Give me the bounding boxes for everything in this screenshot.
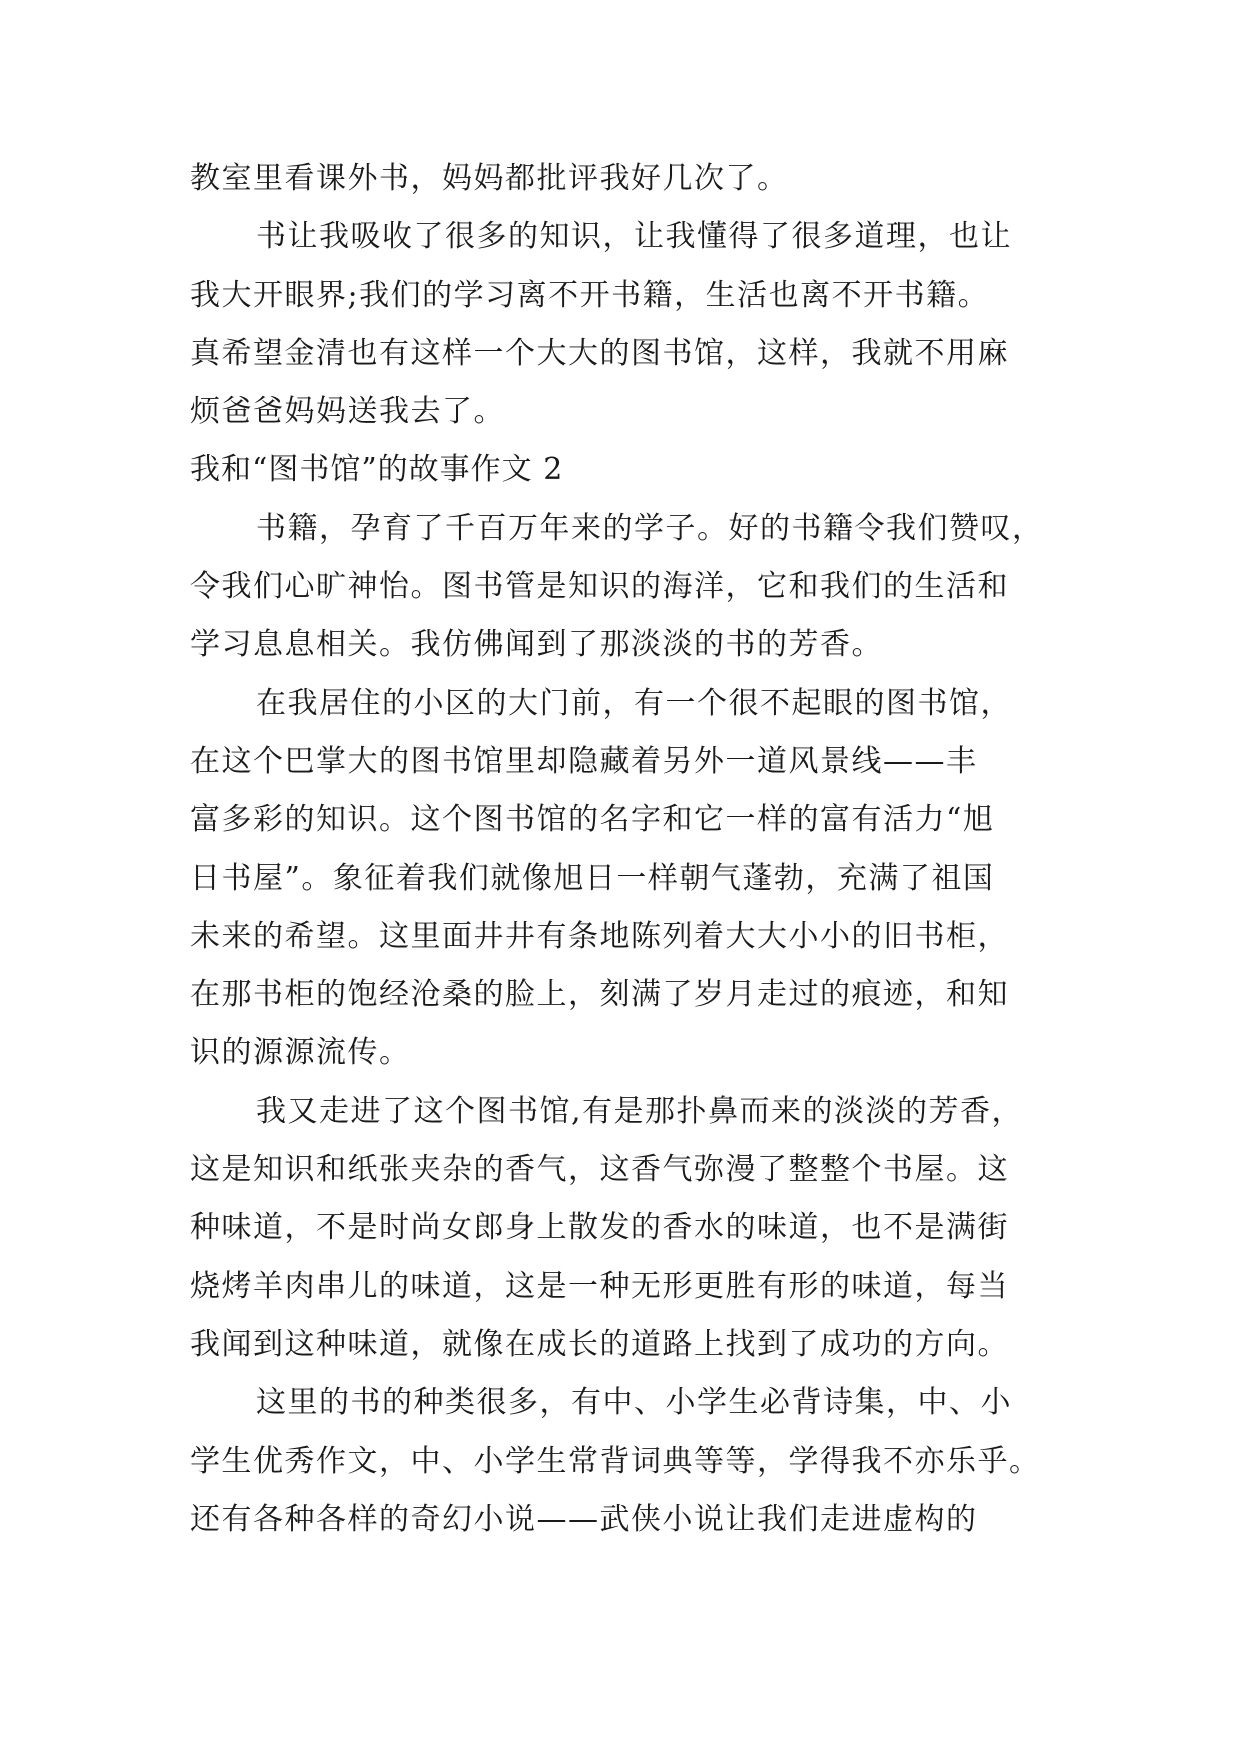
text-line: 烦爸爸妈妈送我去了。 (190, 394, 505, 430)
document-body (190, 150, 1050, 1549)
text-line: 未来的希望。这里面井井有条地陈列着大大小小的旧书柜， (190, 918, 1009, 954)
text-line: 学生优秀作文，中、小学生常背词典等等，学得我不亦乐乎。 (190, 1443, 1041, 1479)
paragraph-first-line: 书籍，孕育了千百万年来的学子。好的书籍令我们赞叹， (256, 510, 1044, 546)
text-line: 令我们心旷神怡。图书管是知识的海洋，它和我们的生活和 (190, 569, 1009, 605)
text-line: 种味道，不是时尚女郎身上散发的香水的味道，也不是满街 (190, 1210, 1009, 1246)
text-line: 烧烤羊肉串儿的味道，这是一种无形更胜有形的味道，每当 (190, 1268, 1009, 1304)
text-line: 识的源源流传。 (190, 1035, 411, 1071)
text-line: 学习息息相关。我仿佛闻到了那淡淡的书的芳香。 (190, 627, 883, 663)
text-line: 我闻到这种味道，就像在成长的道路上找到了成功的方向。 (190, 1326, 1009, 1362)
text-line: 在那书柜的饱经沧桑的脸上，刻满了岁月走过的痕迹，和知 (190, 977, 1009, 1013)
text-line: 教室里看课外书，妈妈都批评我好几次了。 (190, 161, 789, 196)
text-line: 日书屋”。象征着我们就像旭日一样朝气蓬勃，充满了祖国 (190, 860, 995, 896)
text-line: 我大开眼界;我们的学习离不开书籍，生活也离不开书籍。 (190, 277, 990, 313)
paragraph-first-line: 这里的书的种类很多，有中、小学生必背诗集，中、小 (256, 1385, 1012, 1421)
paragraph-first-line: 我又走进了这个图书馆,有是那扑鼻而来的淡淡的芳香， (256, 1093, 1024, 1129)
section-heading: 我和“图书馆”的故事作文 2 (190, 452, 564, 488)
paragraph-first-line: 在我居住的小区的大门前，有一个很不起眼的图书馆， (256, 685, 1012, 721)
text-line: 真希望金清也有这样一个大大的图书馆，这样，我就不用麻 (190, 335, 1009, 371)
text-line: 还有各种各样的奇幻小说——武侠小说让我们走进虚构的 (190, 1501, 978, 1537)
text-line: 这是知识和纸张夹杂的香气，这香气弥漫了整整个书屋。这 (190, 1152, 1009, 1188)
text-line: 富多彩的知识。这个图书馆的名字和它一样的富有活力“旭 (190, 802, 995, 838)
paragraph-first-line: 书让我吸收了很多的知识，让我懂得了很多道理，也让 (256, 219, 1012, 255)
text-line: 在这个巴掌大的图书馆里却隐藏着另外一道风景线——丰 (190, 743, 978, 779)
